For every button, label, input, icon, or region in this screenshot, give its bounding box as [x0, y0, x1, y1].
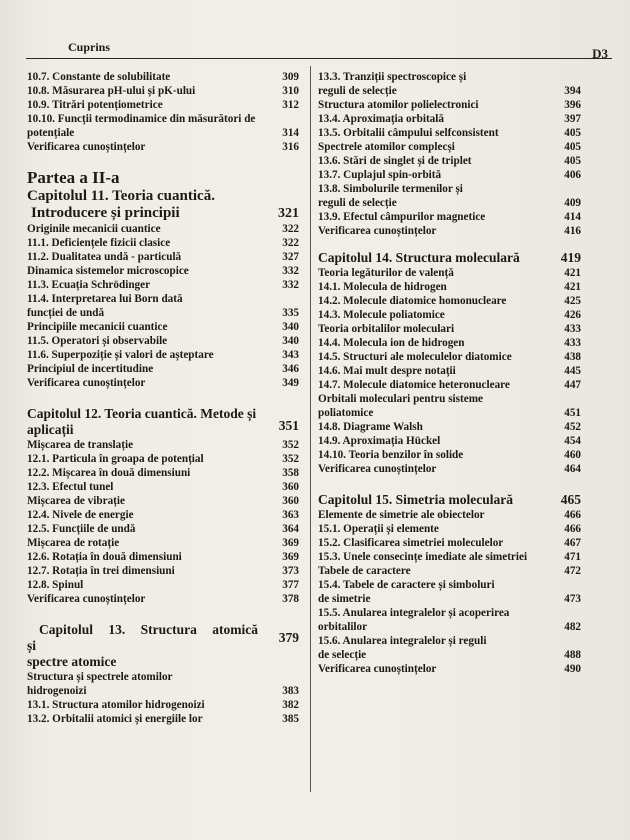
toc-entry-title: 11.3. Ecuația Schrödinger	[27, 279, 151, 291]
toc-entry	[318, 336, 581, 350]
toc-entry-page: 421	[564, 267, 581, 279]
toc-entry-title: 13.6. Stări de singlet și de triplet	[318, 155, 472, 167]
toc-entry	[318, 98, 581, 112]
toc-entry-title: 11.1. Deficiențele fizicii clasice	[27, 237, 171, 249]
chapter-heading	[318, 250, 581, 266]
chapter-page: 465	[560, 492, 581, 507]
toc-entry-title: Verificarea cunoștințelor	[318, 463, 437, 475]
toc-entry	[27, 670, 299, 684]
toc-entry-title: 13.4. Aproximația orbitală	[318, 113, 444, 125]
toc-entry	[318, 536, 581, 550]
toc-entry	[27, 466, 299, 480]
toc-entry-page: 332	[282, 279, 299, 291]
toc-entry-page: 438	[564, 351, 581, 363]
toc-entry-page: 452	[564, 421, 581, 433]
toc-entry	[27, 292, 299, 306]
toc-entry-title: 13.2. Orbitalii atomici și energiile lor	[27, 713, 203, 725]
toc-entry	[318, 606, 581, 620]
toc-entry-title: 13.3. Tranziții spectroscopice și	[318, 71, 467, 83]
chapter-title-line: Introducere și principii	[31, 205, 180, 221]
toc-entry-page: 332	[282, 265, 299, 277]
toc-entry	[318, 112, 581, 126]
toc-entry-title: orbitalilor	[318, 621, 368, 633]
toc-entry	[27, 278, 299, 292]
toc-entry	[318, 364, 581, 378]
toc-entry-page: 447	[564, 379, 581, 391]
toc-entry	[318, 350, 581, 364]
toc-entry	[318, 294, 581, 308]
chapter-page: 351	[278, 418, 299, 433]
toc-entry-title: 12.4. Nivele de energie	[27, 509, 134, 521]
toc-list	[318, 508, 581, 676]
toc-entry	[318, 392, 581, 406]
toc-entry-page: 472	[564, 565, 581, 577]
toc-entry-title: Originile mecanicii cuantice	[27, 223, 161, 235]
toc-entry-page: 460	[564, 449, 581, 461]
chapter-heading	[318, 492, 581, 508]
toc-entry-page: 360	[282, 495, 299, 507]
toc-entry	[27, 264, 299, 278]
toc-entry-title: reguli de selecție	[318, 197, 397, 209]
toc-entry-title: 14.9. Aproximația Hückel	[318, 435, 441, 447]
toc-entry-title: 11.5. Operatori și observabile	[27, 335, 168, 347]
toc-entry-title: hidrogenoizi	[27, 685, 87, 697]
chapter-title-line: Capitolul 13. Structura atomică și	[27, 622, 258, 653]
part-title: Partea a II-a	[27, 168, 120, 187]
toc-entry-page: 473	[564, 593, 581, 605]
toc-entry	[318, 126, 581, 140]
toc-entry-page: 352	[282, 439, 299, 451]
toc-entry-page: 416	[564, 225, 581, 237]
toc-entry-page: 378	[282, 593, 299, 605]
toc-entry-title: Dinamica sistemelor microscopice	[27, 265, 189, 277]
toc-entry-title: 10.9. Titrări potențiometrice	[27, 99, 163, 111]
toc-entry-page: 394	[564, 85, 581, 97]
chapter-title: Capitolul 15. Simetria moleculară	[318, 492, 513, 507]
toc-entry-title: Mișcarea de vibrație	[27, 495, 125, 507]
toc-entry	[318, 224, 581, 238]
toc-list	[27, 222, 299, 390]
toc-entry	[27, 306, 299, 320]
toc-entry-title: Teoria legăturilor de valență	[318, 267, 454, 279]
toc-list	[27, 70, 299, 154]
toc-entry	[27, 522, 299, 536]
toc-list	[318, 70, 581, 238]
toc-entry-page: 314	[282, 127, 299, 139]
chapter-title	[27, 406, 269, 438]
toc-entry-page: 466	[564, 523, 581, 535]
toc-entry-page: 382	[282, 699, 299, 711]
toc-entry	[27, 494, 299, 508]
toc-entry-title: Orbitali moleculari pentru sisteme	[318, 393, 483, 405]
toc-entry-title: 10.10. Funcții termodinamice din măsurători de	[27, 113, 256, 125]
toc-entry-title: de simetrie	[318, 593, 371, 605]
toc-entry-page: 454	[564, 435, 581, 447]
page-header	[26, 38, 612, 59]
toc-entry-title: 12.6. Rotația în două dimensiuni	[27, 551, 182, 563]
toc-entry	[27, 578, 299, 592]
toc-entry-title: 15.1. Operații și elemente	[318, 523, 439, 535]
toc-entry-page: 385	[282, 713, 299, 725]
toc-entry-page: 406	[564, 169, 581, 181]
toc-entry-page: 349	[282, 377, 299, 389]
toc-entry	[318, 210, 581, 224]
toc-entry-page: 346	[282, 363, 299, 375]
toc-entry	[27, 140, 299, 154]
page-number: D3	[592, 46, 608, 61]
toc-entry-page: 335	[282, 307, 299, 319]
toc-entry-title: 14.10. Teoria benzilor în solide	[318, 449, 464, 461]
toc-entry-page: 312	[282, 99, 299, 111]
toc-entry-page: 405	[564, 155, 581, 167]
chapter-title-line: spectre atomice	[27, 654, 117, 669]
toc-entry-title: 11.6. Superpoziție și valori de așteptare	[27, 349, 214, 361]
toc-entry-title: 14.5. Structuri ale moleculelor diatomice	[318, 351, 512, 363]
toc-entry-title: 13.5. Orbitalii câmpului selfconsistent	[318, 127, 499, 139]
toc-entry	[318, 308, 581, 322]
toc-entry	[318, 266, 581, 280]
toc-entry-title: Verificarea cunoștințelor	[318, 663, 437, 675]
toc-entry	[318, 462, 581, 476]
toc-entry-page: 433	[564, 337, 581, 349]
chapter-page: 419	[560, 250, 581, 265]
toc-entry	[318, 448, 581, 462]
toc-entry-page: 377	[282, 579, 299, 591]
chapter-title-line: Capitolul 11. Teoria cuantică.	[27, 188, 215, 204]
toc-entry-title: 12.8. Spinul	[27, 579, 84, 591]
toc-entry-title: 14.6. Mai mult despre notații	[318, 365, 456, 377]
toc-list	[27, 670, 299, 726]
toc-entry-page: 309	[282, 71, 299, 83]
toc-list	[318, 266, 581, 476]
toc-entry-title: Structura atomilor polielectronici	[318, 99, 479, 111]
toc-entry	[318, 168, 581, 182]
toc-entry-page: 451	[564, 407, 581, 419]
toc-entry	[27, 550, 299, 564]
toc-entry	[27, 250, 299, 264]
toc-entry-title: 15.2. Clasificarea simetriei moleculelor	[318, 537, 504, 549]
toc-entry-page: 405	[564, 141, 581, 153]
toc-entry-title: 12.7. Rotația în trei dimensiuni	[27, 565, 175, 577]
toc-entry	[27, 112, 299, 126]
toc-entry	[27, 236, 299, 250]
toc-entry-page: 490	[564, 663, 581, 675]
toc-entry-title: reguli de selecție	[318, 85, 397, 97]
toc-entry-title: 13.8. Simbolurile termenilor și	[318, 183, 463, 195]
toc-entry	[27, 362, 299, 376]
toc-entry-title: Principiile mecanicii cuantice	[27, 321, 168, 333]
toc-entry-title: 12.5. Funcțiile de undă	[27, 523, 136, 535]
toc-entry-title: 14.8. Diagrame Walsh	[318, 421, 423, 433]
toc-entry-title: 12.3. Efectul tunel	[27, 481, 114, 493]
toc-entry	[318, 620, 581, 634]
toc-entry-page: 396	[564, 99, 581, 111]
toc-entry-title: 13.9. Efectul câmpurilor magnetice	[318, 211, 486, 223]
column-divider	[310, 66, 311, 792]
toc-entry	[318, 84, 581, 98]
toc-entry	[27, 684, 299, 698]
toc-entry-title: 15.3. Unele consecințe imediate ale simetriei	[318, 551, 528, 563]
toc-entry	[27, 376, 299, 390]
toc-entry	[318, 522, 581, 536]
toc-entry	[318, 154, 581, 168]
toc-entry	[318, 280, 581, 294]
toc-entry	[318, 592, 581, 606]
chapter-title: Capitolul 14. Structura moleculară	[318, 250, 520, 265]
toc-entry-title: Verificarea cunoștințelor	[27, 377, 146, 389]
chapter-page: 379	[278, 630, 299, 645]
toc-entry-title: 11.4. Interpretarea lui Born dată	[27, 293, 183, 305]
toc-entry-page: 471	[564, 551, 581, 563]
toc-entry-page: 340	[282, 335, 299, 347]
toc-entry	[27, 438, 299, 452]
toc-entry-page: 464	[564, 463, 581, 475]
toc-entry-title: poliatomice	[318, 407, 374, 419]
toc-entry	[318, 70, 581, 84]
toc-entry	[318, 196, 581, 210]
toc-entry-title: 13.1. Structura atomilor hidrogenoizi	[27, 699, 205, 711]
toc-entry-title: 15.4. Tabele de caractere și simboluri	[318, 579, 495, 591]
chapter-title-line: Capitolul 12. Teoria cuantică. Metode și	[27, 406, 257, 421]
toc-entry-page: 421	[564, 281, 581, 293]
left-column	[27, 70, 299, 726]
toc-entry	[27, 84, 299, 98]
toc-entry-title: 11.2. Dualitatea undă - particulă	[27, 251, 182, 263]
toc-entry-title: 14.7. Molecule diatomice heteronucleare	[318, 379, 510, 391]
toc-entry	[27, 222, 299, 236]
toc-entry	[318, 564, 581, 578]
toc-entry-page: 360	[282, 481, 299, 493]
toc-entry-page: 310	[282, 85, 299, 97]
toc-entry-title: 14.4. Molecula ion de hidrogen	[318, 337, 465, 349]
toc-entry-page: 358	[282, 467, 299, 479]
toc-entry	[27, 70, 299, 84]
chapter-title-line: aplicații	[27, 422, 74, 437]
toc-entry-title: 13.7. Cuplajul spin-orbită	[318, 169, 442, 181]
toc-entry-title: Spectrele atomilor complecși	[318, 141, 455, 153]
toc-entry	[27, 592, 299, 606]
toc-entry-page: 340	[282, 321, 299, 333]
toc-entry-title: Mișcarea de translație	[27, 439, 134, 451]
toc-entry-page: 316	[282, 141, 299, 153]
toc-entry-page: 369	[282, 537, 299, 549]
toc-entry	[27, 126, 299, 140]
toc-entry	[27, 348, 299, 362]
toc-entry-page: 425	[564, 295, 581, 307]
toc-entry-page: 426	[564, 309, 581, 321]
toc-entry-page: 364	[282, 523, 299, 535]
toc-entry-title: 14.1. Molecula de hidrogen	[318, 281, 447, 293]
toc-entry-title: Teoria orbitalilor moleculari	[318, 323, 455, 335]
toc-entry-title: 14.3. Molecule poliatomice	[318, 309, 445, 321]
toc-entry	[318, 140, 581, 154]
toc-entry	[318, 550, 581, 564]
right-column	[318, 70, 581, 676]
toc-entry	[27, 334, 299, 348]
toc-entry-page: 482	[564, 621, 581, 633]
toc-entry	[318, 508, 581, 522]
toc-entry	[318, 648, 581, 662]
toc-entry	[27, 508, 299, 522]
toc-entry-page: 327	[282, 251, 299, 263]
toc-entry	[27, 536, 299, 550]
toc-entry-title: Verificarea cunoștințelor	[27, 141, 146, 153]
toc-entry-title: 15.6. Anularea integralelor și reguli	[318, 635, 487, 647]
toc-entry-title: Verificarea cunoștințelor	[318, 225, 437, 237]
toc-entry-page: 445	[564, 365, 581, 377]
toc-entry-title: de selecție	[318, 649, 367, 661]
chapter-page: 321	[278, 206, 299, 221]
toc-entry-title: 12.1. Particula în groapa de potențial	[27, 453, 204, 465]
toc-entry-page: 488	[564, 649, 581, 661]
toc-entry	[318, 634, 581, 648]
toc-entry	[318, 662, 581, 676]
toc-entry-title: Mișcarea de rotație	[27, 537, 120, 549]
toc-entry	[27, 480, 299, 494]
toc-entry	[27, 320, 299, 334]
chapter-heading	[27, 622, 299, 670]
toc-entry	[27, 698, 299, 712]
toc-entry	[318, 182, 581, 196]
toc-entry	[27, 98, 299, 112]
toc-list	[27, 438, 299, 606]
toc-entry	[318, 420, 581, 434]
toc-entry-page: 433	[564, 323, 581, 335]
toc-entry-page: 352	[282, 453, 299, 465]
chapter-heading	[27, 188, 299, 222]
toc-entry-page: 414	[564, 211, 581, 223]
toc-entry-title: 15.5. Anularea integralelor și acoperirea	[318, 607, 510, 619]
chapter-heading	[27, 406, 299, 438]
toc-entry-title: Verificarea cunoștințelor	[27, 593, 146, 605]
toc-entry-title: Tabele de caractere	[318, 565, 411, 577]
toc-entry-page: 466	[564, 509, 581, 521]
toc-entry	[318, 406, 581, 420]
toc-entry-page: 322	[282, 237, 299, 249]
toc-entry	[27, 712, 299, 726]
chapter-title	[27, 622, 269, 670]
toc-entry-page: 409	[564, 197, 581, 209]
toc-entry-title: potențiale	[27, 127, 75, 139]
toc-entry-title: Elemente de simetrie ale obiectelor	[318, 509, 485, 521]
toc-entry-title: 10.8. Măsurarea pH-ului și pK-ului	[27, 85, 196, 97]
toc-entry-page: 322	[282, 223, 299, 235]
toc-entry-page: 369	[282, 551, 299, 563]
toc-entry-page: 383	[282, 685, 299, 697]
toc-entry-page: 467	[564, 537, 581, 549]
toc-entry	[318, 322, 581, 336]
toc-entry	[27, 452, 299, 466]
toc-entry-title: Principiul de incertitudine	[27, 363, 154, 375]
toc-entry-title: 14.2. Molecule diatomice homonucleare	[318, 295, 507, 307]
toc-entry-page: 373	[282, 565, 299, 577]
toc-entry	[318, 578, 581, 592]
toc-entry-page: 397	[564, 113, 581, 125]
toc-entry	[318, 434, 581, 448]
toc-entry-page: 405	[564, 127, 581, 139]
chapter-title	[27, 188, 269, 222]
toc-entry-title: Structura și spectrele atomilor	[27, 671, 173, 683]
toc-entry	[27, 564, 299, 578]
running-title: Cuprins	[68, 40, 111, 54]
toc-entry-page: 343	[282, 349, 299, 361]
toc-entry-title: funcției de undă	[27, 307, 105, 319]
toc-entry-title: 10.7. Constante de solubilitate	[27, 71, 171, 83]
toc-entry-page: 363	[282, 509, 299, 521]
toc-entry	[318, 378, 581, 392]
toc-entry-title: 12.2. Mișcarea în două dimensiuni	[27, 467, 191, 479]
